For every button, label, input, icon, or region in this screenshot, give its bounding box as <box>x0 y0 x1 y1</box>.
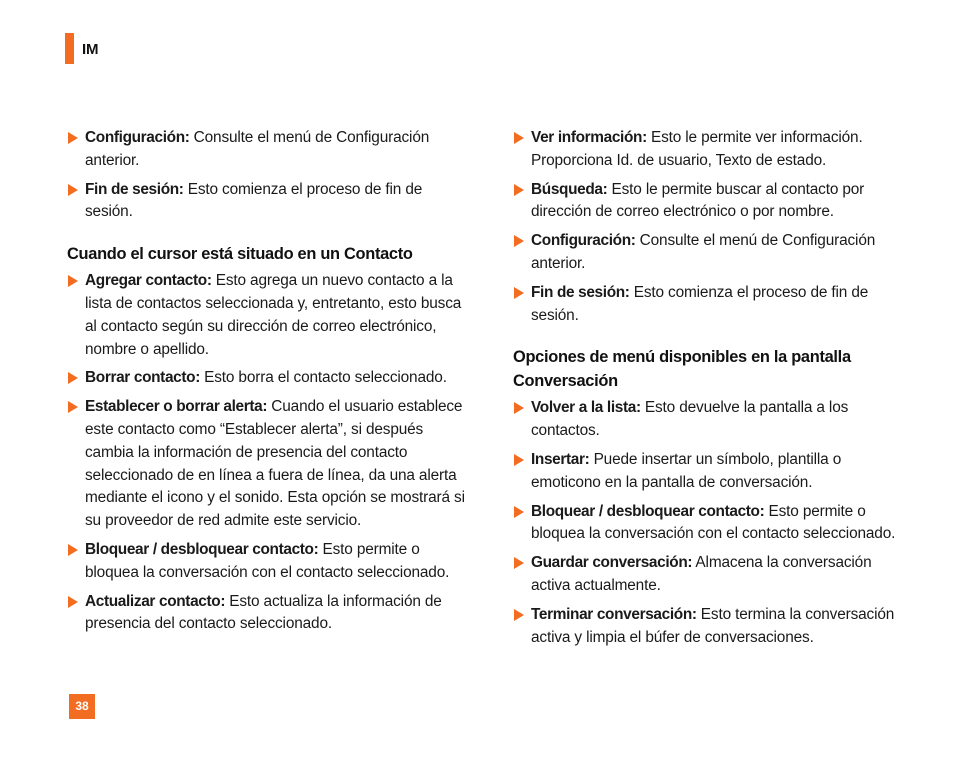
option-term: Bloquear / desbloquear contacto: <box>531 502 765 520</box>
option-term: Actualizar contacto: <box>85 592 226 610</box>
bullet-arrow-icon <box>514 287 524 299</box>
option-description: Esto agrega un nuevo contacto a la lista de contactos seleccionada y, entretanto, esto busca al contacto según su dirección de correo electrónico, nombre o apellido. <box>85 272 462 358</box>
option-term: Búsqueda: <box>531 180 608 198</box>
option-description: Consulte el menú de Configuración anterior. <box>531 232 876 272</box>
menu-option-item <box>67 367 467 390</box>
section-tab-marker <box>65 33 74 64</box>
option-description: Esto le permite ver información. Proporciona Id. de usuario, Texto de estado. <box>531 129 863 169</box>
option-term: Volver a la lista: <box>531 399 641 417</box>
bullet-arrow-icon <box>514 454 524 466</box>
option-description: Esto comienza el proceso de fin de sesión. <box>531 283 869 324</box>
option-term: Configuración: <box>85 129 190 146</box>
menu-option-item <box>513 604 913 650</box>
bullet-arrow-icon <box>68 132 78 144</box>
menu-option-item <box>513 552 913 598</box>
option-description: Esto permite o bloquea la conversación con el contacto seleccionado. <box>85 540 450 581</box>
bullet-arrow-icon <box>68 275 78 287</box>
option-description: Esto actualiza la información de presencia del contacto seleccionado. <box>85 592 442 633</box>
option-term: Configuración: <box>531 232 636 250</box>
menu-option-item <box>513 501 913 547</box>
bullet-arrow-icon <box>68 596 78 608</box>
bullet-arrow-icon <box>514 235 524 247</box>
menu-option-item <box>67 179 467 225</box>
menu-option-item <box>67 270 467 361</box>
option-term: Fin de sesión: <box>531 283 630 301</box>
option-term: Terminar conversación: <box>531 605 697 623</box>
bullet-arrow-icon <box>68 184 78 196</box>
menu-option-item <box>67 591 467 637</box>
page-number: 38 <box>69 694 95 719</box>
option-term: Agregar contacto: <box>85 272 212 290</box>
option-description: Consulte el menú de Configuración anterior. <box>85 129 430 169</box>
option-term: Guardar conversación: <box>531 554 693 572</box>
menu-option-item <box>513 397 913 443</box>
option-description: Cuando el usuario establece este contacto como “Establecer alerta”, si después cambia la información de presencia del contacto seleccionado de en línea a fuera de línea, da una alerta mediante el icono y el sonido. Esta opción se mostrará si su proveedor de red admite este servicio. <box>85 398 465 530</box>
bullet-arrow-icon <box>68 544 78 556</box>
option-description: Esto permite o bloquea la conversación con el contacto seleccionado. <box>531 502 896 543</box>
menu-option-item <box>513 230 913 276</box>
menu-option-item <box>67 396 467 533</box>
option-term: Fin de sesión: <box>85 180 184 198</box>
option-description: Esto devuelve la pantalla a los contactos. <box>531 399 849 440</box>
left-column <box>67 127 467 642</box>
right-column <box>513 127 913 655</box>
bullet-arrow-icon <box>68 401 78 413</box>
bullet-arrow-icon <box>514 609 524 621</box>
bullet-arrow-icon <box>514 402 524 414</box>
menu-option-item <box>67 539 467 585</box>
bullet-arrow-icon <box>68 372 78 384</box>
section-title: IM <box>82 41 99 58</box>
bullet-arrow-icon <box>514 557 524 569</box>
section-heading: Opciones de menú disponibles en la pantalla Conversación <box>513 348 851 391</box>
option-description: Esto comienza el proceso de fin de sesión. <box>85 180 423 221</box>
menu-option-item <box>513 179 913 225</box>
menu-option-item <box>513 449 913 495</box>
menu-option-item <box>67 127 467 173</box>
section-heading: Cuando el cursor está situado en un Contacto <box>67 245 413 264</box>
option-term: Establecer o borrar alerta: <box>85 398 268 416</box>
option-term: Borrar contacto: <box>85 369 200 387</box>
option-description: Almacena la conversación activa actualmente. <box>531 554 872 594</box>
option-description: Esto borra el contacto seleccionado. <box>199 369 447 387</box>
menu-option-item <box>513 282 913 328</box>
bullet-arrow-icon <box>514 132 524 144</box>
menu-option-item <box>513 127 913 173</box>
option-term: Insertar: <box>531 450 590 468</box>
option-term: Ver información: <box>531 129 647 146</box>
bullet-arrow-icon <box>514 184 524 196</box>
bullet-arrow-icon <box>514 506 524 518</box>
option-description: Esto termina la conversación activa y limpia el búfer de conversaciones. <box>531 605 895 646</box>
option-term: Bloquear / desbloquear contacto: <box>85 540 319 558</box>
option-description: Puede insertar un símbolo, plantilla o emoticono en la pantalla de conversación. <box>531 450 842 491</box>
option-description: Esto le permite buscar al contacto por dirección de correo electrónico o por nombre. <box>531 180 865 221</box>
